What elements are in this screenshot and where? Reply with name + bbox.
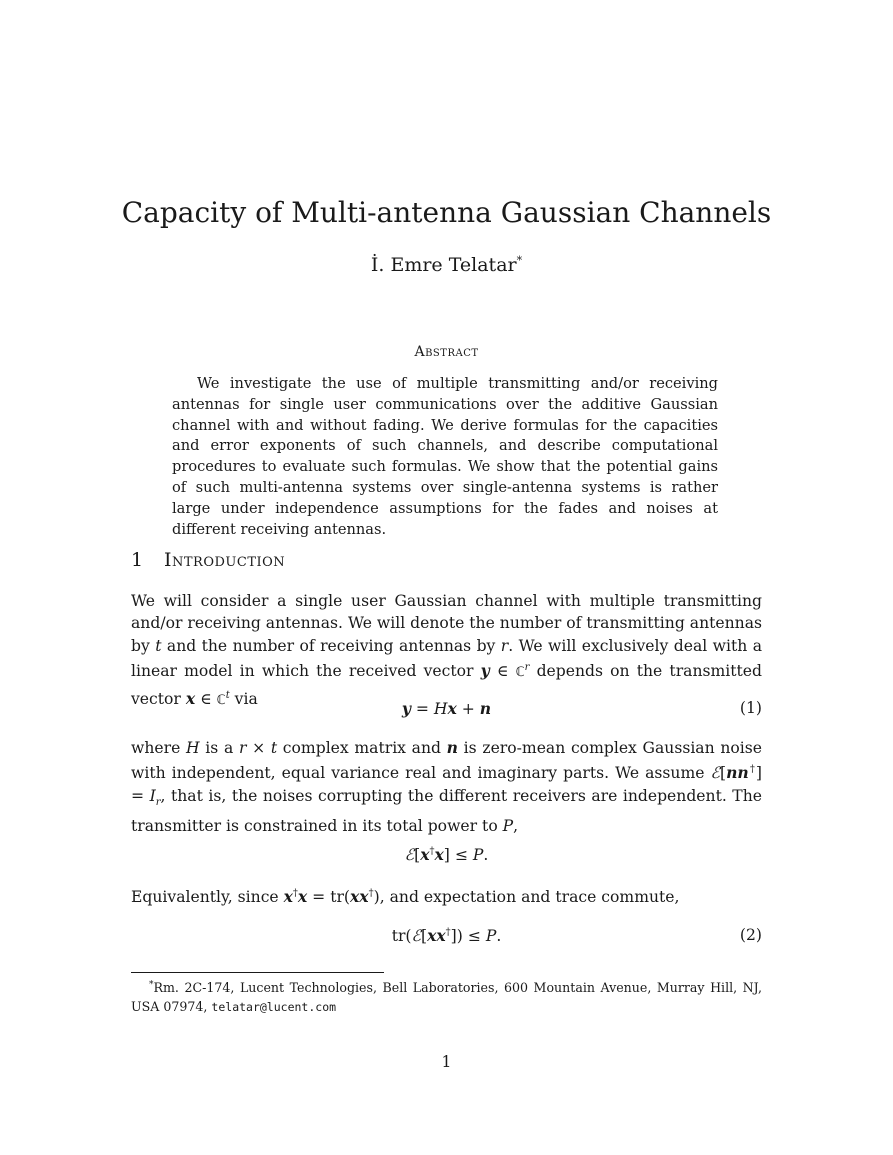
equation-1-label: (1)	[739, 699, 762, 717]
section-number: 1	[131, 549, 144, 571]
footnote	[131, 976, 762, 1017]
author-name: İ. Emre Telatar	[370, 254, 517, 276]
intro-paragraph-2: where H is a r × t complex matrix and n is zero-mean complex Gaussian noise with independent, equal variance real and imaginary parts. We assume ℰ[nn†] = $I_r$, that is, the noises corrupting the different receivers are independent. The transmitter is constrained in its total power to P,	[131, 738, 763, 835]
section-title: Introduction	[164, 549, 286, 571]
footnote-mark: *	[149, 980, 154, 990]
author-footnote-mark: *	[516, 254, 523, 267]
intro-paragraph-1: We will consider a single user Gaussian channel with multiple transmitting and/or receiving antennas. We will denote the number of transmitting antennas by t and the number of receiving antennas by r. We will exclusively deal with a linear model in which the received vector y ∈ ℂ$^r$ depends on the transmitted vector x ∈ ℂ$^t$ via	[131, 592, 763, 708]
abstract-text: We investigate the use of multiple transmitting and/or receiving antennas for single user communications over the additive Gaussian channel with and without fading. We derive formulas for the capacities and error exponents of such channels, and describe computational procedures to evaluate such formulas. We show that the potential gains of such multi-antenna systems over single-antenna systems is rather large under independence assumptions for the fades and noises at different receiving antennas.	[172, 375, 718, 538]
equation-1-body: y = Hx + n	[401, 699, 492, 718]
author-line	[0, 254, 893, 276]
abstract-heading: Abstract	[414, 344, 479, 360]
intro-paragraph-3: Equivalently, since x†x = tr(xx†), and expectation and trace commute,	[131, 887, 680, 907]
footnote-rule	[131, 972, 384, 973]
equation-2-label: (2)	[739, 926, 762, 944]
equation-2-body: tr(ℰ[xx†]) ≤ P.	[391, 926, 502, 945]
paper-title: Capacity of Multi-antenna Gaussian Channels	[121, 196, 772, 229]
power-constraint-equation: ℰ[x†x] ≤ P.	[404, 845, 489, 864]
footnote-text: Rm. 2C-174, Lucent Technologies, Bell Laboratories, 600 Mountain Avenue, Murray Hill, NJ, USA 07974,	[131, 980, 762, 1015]
footnote-email: telatar@lucent.com	[211, 1000, 337, 1015]
page-number: 1	[441, 1053, 452, 1071]
equation-2	[131, 926, 762, 945]
section-heading	[131, 549, 285, 571]
equation-1	[131, 699, 762, 718]
